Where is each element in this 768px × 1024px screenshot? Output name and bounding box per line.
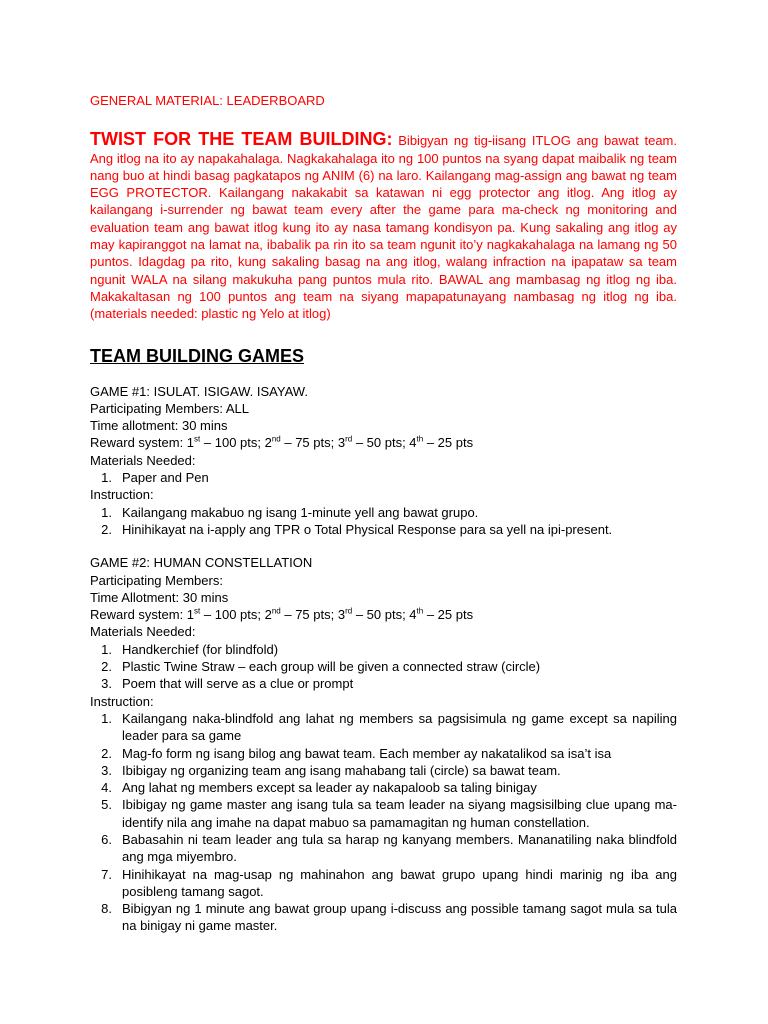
list-item: 1. Kailangang makabuo ng isang 1-minute yell ang bawat grupo.	[101, 504, 479, 520]
reward-text: – 75 pts; 3	[280, 435, 346, 451]
reward-text: Reward system: 1	[90, 607, 195, 623]
reward-sup: th	[416, 606, 424, 616]
list-item: 3. Ibibigay ng organizing team ang isang mahabang tali (circle) sa bawat team.	[101, 762, 561, 778]
document-body	[90, 92, 677, 951]
reward-system	[90, 606, 677, 623]
materials-list	[90, 641, 677, 693]
list-item-text: Bibigyan ng 1 minute ang bawat group upang i-discuss ang possible tamang sagot mula sa tula na binigay ni game master.	[122, 901, 677, 934]
reward-sup: nd	[271, 435, 281, 445]
materials-list	[90, 469, 677, 486]
reward-sup: th	[416, 435, 424, 445]
reward-sup: st	[194, 606, 201, 616]
materials-label: Materials Needed:	[90, 624, 196, 640]
game-title: GAME #2: HUMAN CONSTELLATION	[90, 555, 313, 571]
list-item-text: Ibibigay ng organizing team ang isang mahabang tali (circle) sa bawat team.	[122, 762, 561, 778]
list-item: 8. Bibigyan ng 1 minute ang bawat group upang i-discuss ang possible tamang sagot mula sa tula na binigay ni game master.	[101, 901, 677, 934]
participating-members: Participating Members:	[90, 572, 223, 588]
list-item: 7. Hinihikayat na mag-usap ng mahinahon ang bawat grupo upang hindi marinig ng iba ang posibleng tamang sagot.	[101, 866, 677, 899]
materials-label: Materials Needed:	[90, 452, 196, 468]
time-allotment: Time Allotment: 30 mins	[90, 589, 229, 605]
general-material-value: LEADERBOARD	[226, 93, 325, 108]
list-item: 1. Handkerchief (for blindfold)	[101, 641, 279, 657]
reward-text: – 50 pts; 4	[352, 607, 417, 623]
participating-members: Participating Members: ALL	[90, 400, 249, 416]
reward-text: – 25 pts	[423, 435, 474, 451]
reward-text: – 100 pts; 2	[200, 435, 272, 451]
list-item-text: Paper and Pen	[122, 470, 209, 486]
list-item: 2. Hinihikayat na i-apply ang TPR o Total Physical Response para sa yell na ipi-present.	[101, 521, 613, 537]
game-2	[90, 554, 677, 935]
instruction-list	[90, 710, 677, 935]
section-title: TEAM BUILDING GAMES	[90, 345, 304, 366]
instruction-list	[90, 504, 677, 539]
list-item: 1. Kailangang naka-blindfold ang lahat ng members sa pagsisimula ng game except sa napiling leader para sa game	[101, 710, 677, 744]
list-item-text: Kailangang makabuo ng isang 1-minute yell ang bawat grupo.	[122, 504, 479, 520]
list-item-text: Ibibigay ng game master ang isang tula sa team leader na siyang magsisilbing clue upang ma-identify nila ang imahe na dapat mabuo sa pamamagitan ng human constellation.	[122, 797, 677, 830]
time-allotment: Time allotment: 30 mins	[90, 418, 228, 434]
list-item: 4. Ang lahat ng members except sa leader ay nakapaloob sa taling binigay	[101, 780, 537, 796]
reward-sup: st	[194, 435, 201, 445]
reward-sup: rd	[345, 606, 353, 616]
general-material-line	[90, 92, 677, 109]
reward-text: – 100 pts; 2	[200, 607, 272, 623]
list-item: 1. Paper and Pen	[101, 470, 209, 486]
reward-sup: nd	[271, 606, 281, 616]
game-1	[90, 383, 677, 539]
reward-text: – 25 pts	[423, 607, 474, 623]
reward-text: – 75 pts; 3	[280, 607, 346, 623]
list-item: 5. Ibibigay ng game master ang isang tula sa team leader na siyang magsisilbing clue upang ma-identify nila ang imahe na dapat mabuo sa pamamagitan ng human constellation.	[101, 797, 677, 830]
twist-heading: TWIST FOR THE TEAM BUILDING:	[90, 129, 393, 150]
list-item-text: Poem that will serve as a clue or prompt	[122, 676, 354, 692]
game-title: GAME #1: ISULAT. ISIGAW. ISAYAW.	[90, 383, 308, 399]
list-item-text: Hinihikayat na i-apply ang TPR o Total Physical Response para sa yell na ipi-present.	[122, 521, 613, 537]
general-material-label: GENERAL MATERIAL:	[90, 93, 223, 108]
list-item: 2. Mag-fo form ng isang bilog ang bawat team. Each member ay nakatalikod sa isa’t isa	[101, 745, 612, 761]
list-item: 3. Poem that will serve as a clue or prompt	[101, 676, 354, 692]
instruction-label: Instruction:	[90, 487, 154, 503]
twist-body: Bibigyan ng tig-iisang ITLOG ang bawat team. Ang itlog na ito ay napakahalaga. Nagkakahalaga ito ng 100 puntos na syang dapat maibalik ng team nang buo at hindi basag pagkatapos ng ANIM (6) na laro. Kailangang mag-assign ang bawat ng team EGG PROTECTOR. Kailangang nakakabit sa katawan ni egg protector ang itlog. Ang itlog ay kailangang i-surrender ng bawat team every after the game para ma-check ng monitoring and evaluation team ang bawat itlog kung ito ay nasa tamang kondisyon pa. Kung sakaling ang itlog ay may kapiranggot na lamat na, ibabalik pa rin ito sa team ngunit ito’y nagkakahalaga na lamang ng 50 puntos. Idagdag pa rito, kung sakaling basag na ang itlog, walang infraction na ipapataw sa team ngunit WALA na silang makukuha pang puntos mula rito. BAWAL ang mambasag ng itlog ng iba. Makakaltasan ng 100 puntos ang team na siyang mapapatunayang nambasag ng itlog ng iba. (materials needed: plastic ng Yelo at itlog)	[90, 133, 677, 322]
list-item-text: Plastic Twine Straw – each group will be given a connected straw (circle)	[122, 659, 541, 675]
list-item-text: Babasahin ni team leader ang tula sa harap ng kanyang members. Mananatiling naka blindfold ang mga miyembro.	[122, 831, 677, 865]
reward-sup: rd	[345, 435, 353, 445]
reward-text: Reward system: 1	[90, 435, 195, 451]
list-item: 2. Plastic Twine Straw – each group will be given a connected straw (circle)	[101, 659, 541, 675]
list-item-text: Mag-fo form ng isang bilog ang bawat team. Each member ay nakatalikod sa isa’t isa	[122, 745, 612, 761]
list-item-text: Ang lahat ng members except sa leader ay nakapaloob sa taling binigay	[122, 780, 537, 796]
list-item-text: Handkerchief (for blindfold)	[122, 641, 279, 657]
list-item: 6. Babasahin ni team leader ang tula sa harap ng kanyang members. Mananatiling naka blindfold ang mga miyembro.	[101, 831, 677, 865]
instruction-label: Instruction:	[90, 693, 154, 709]
reward-text: – 50 pts; 4	[352, 435, 417, 451]
list-item-text: Kailangang naka-blindfold ang lahat ng members sa pagsisimula ng game except sa napiling leader para sa game	[122, 710, 677, 744]
list-item-text: Hinihikayat na mag-usap ng mahinahon ang bawat grupo upang hindi marinig ng iba ang posibleng tamang sagot.	[122, 866, 677, 899]
reward-system	[90, 434, 677, 451]
twist-paragraph	[90, 131, 677, 322]
